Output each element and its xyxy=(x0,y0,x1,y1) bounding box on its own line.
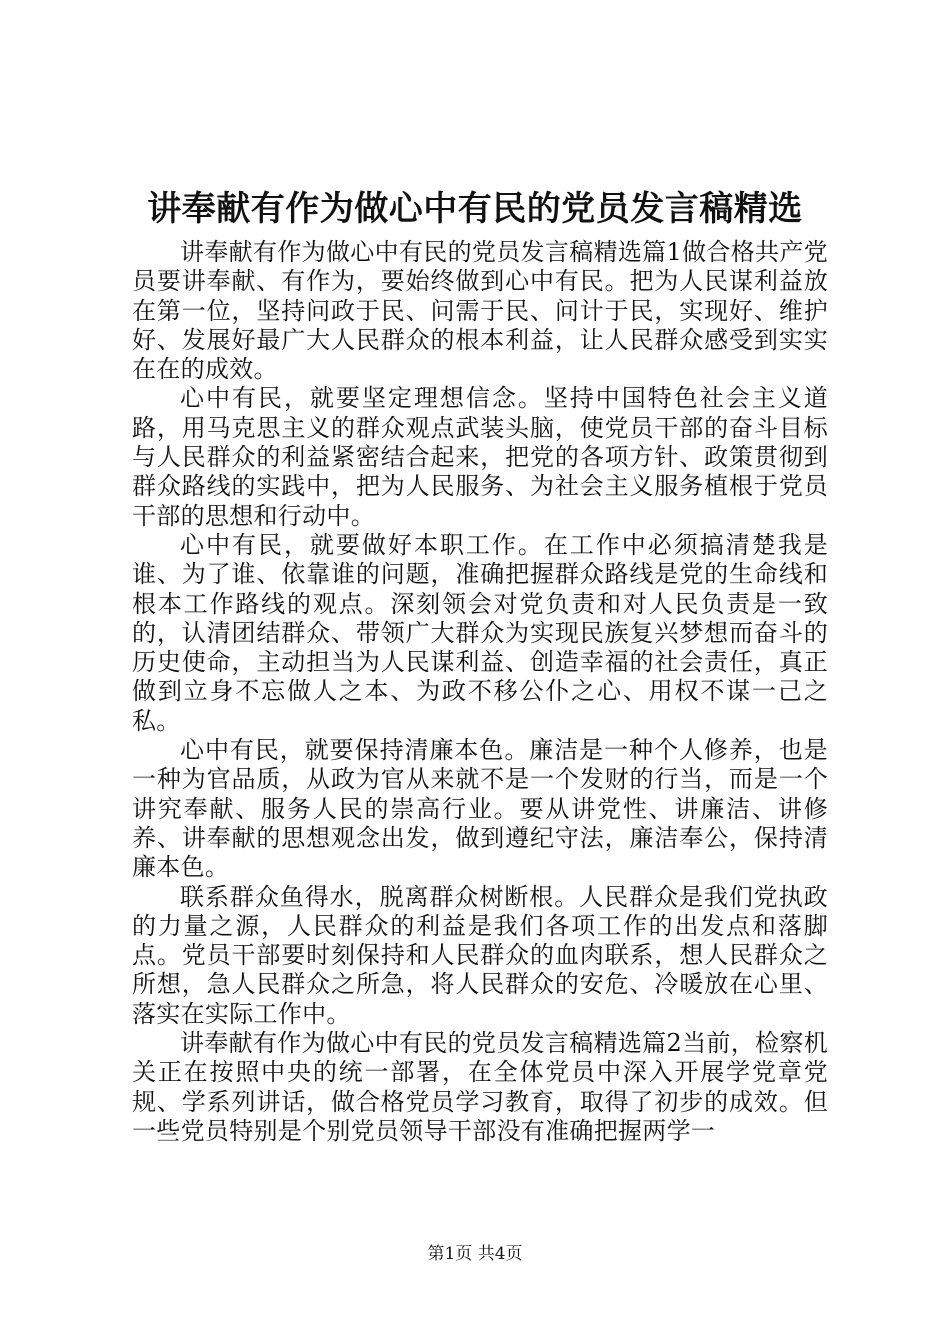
paragraph: 讲奉献有作为做心中有民的党员发言稿精选篇1做合格共产党员要讲奉献、有作为，要始终做到心中有民。把为人民谋利益放在第一位，坚持问政于民、问需于民、问计于民，实现好、维护好、发展好最广大人民群众的根本利益，让人民群众感受到实实在在的成效。 xyxy=(132,238,828,384)
document-body xyxy=(132,238,828,1146)
paragraph: 联系群众鱼得水，脱离群众树断根。人民群众是我们党执政的力量之源，人民群众的利益是我们各项工作的出发点和落脚点。党员干部要时刻保持和人民群众的血肉联系，想人民群众之所想，急人民群众之所急，将人民群众的安危、冷暖放在心里、落实在实际工作中。 xyxy=(132,882,828,1028)
paragraph: 讲奉献有作为做心中有民的党员发言稿精选篇2当前，检察机关正在按照中央的统一部署，在全体党员中深入开展学党章党规、学系列讲话，做合格党员学习教育，取得了初步的成效。但一些党员特别是个别党员领导干部没有准确把握两学一 xyxy=(132,1029,828,1145)
document-title: 讲奉献有作为做心中有民的党员发言稿精选 xyxy=(147,189,803,229)
page-number-footer: 第1页 共4页 xyxy=(427,1244,523,1264)
paragraph: 心中有民，就要做好本职工作。在工作中必须搞清楚我是谁、为了谁、依靠谁的问题，准确把握群众路线是党的生命线和根本工作路线的观点。深刻领会对党负责和对人民负责是一致的，认清团结群众、带领广大群众为实现民族复兴梦想而奋斗的历史使命，主动担当为人民谋利益、创造幸福的社会责任，真正做到立身不忘做人之本、为政不移公仆之心、用权不谋一己之私。 xyxy=(132,530,828,735)
paragraph: 心中有民，就要保持清廉本色。廉洁是一种个人修养，也是一种为官品质，从政为官从来就不是一个发财的行当，而是一个讲究奉献、服务人民的崇高行业。要从讲党性、讲廉洁、讲修养、讲奉献的思想观念出发，做到遵纪守法，廉洁奉公，保持清廉本色。 xyxy=(132,736,828,882)
paragraph: 心中有民，就要坚定理想信念。坚持中国特色社会主义道路，用马克思主义的群众观点武装头脑，使党员干部的奋斗目标与人民群众的利益紧密结合起来，把党的各项方针、政策贯彻到群众路线的实践中，把为人民服务、为社会主义服务植根于党员干部的思想和行动中。 xyxy=(132,384,828,530)
